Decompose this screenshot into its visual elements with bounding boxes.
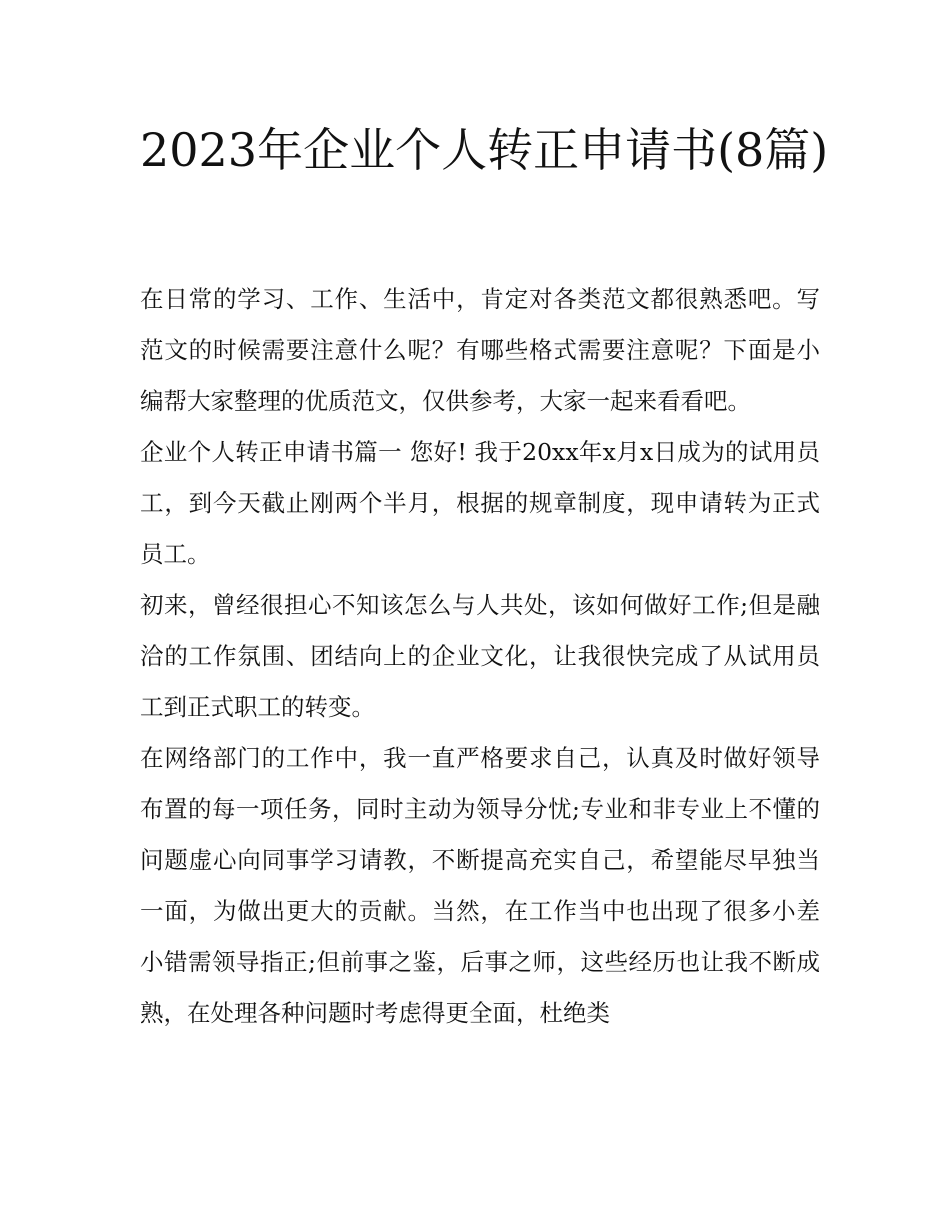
paragraph-intro: 在日常的学习、工作、生活中，肯定对各类范文都很熟悉吧。写范文的时候需要注意什么呢？有哪些格式需要注意呢？下面是小编帮大家整理的优质范文，仅供参考，大家一起来看看吧。 (140, 285, 820, 415)
paragraph-work-experience: 在网络部门的工作中，我一直严格要求自己，认真及时做好领导布置的每一项任务，同时主动为领导分忧;专业和非专业上不懂的问题虚心向同事学习请教，不断提高充实自己，希望能尽早独当一面，为做出更大的贡献。当然，在工作当中也出现了很多小差小错需领导指正;但前事之鉴，后事之师，这些经历也让我不断成熟，在处理各种问题时考虑得更全面，杜绝类 (140, 744, 820, 1027)
document-title: 2023年企业个人转正申请书(8篇) (140, 123, 829, 177)
paragraph-adaptation: 初来，曾经很担心不知该怎么与人共处，该如何做好工作;但是融洽的工作氛围、团结向上的企业文化，让我很快完成了从试用员工到正式职工的转变。 (140, 591, 820, 721)
document-body (140, 274, 820, 1039)
paragraph-application: 企业个人转正申请书篇一 您好! 我于20xx年x月x日成为的试用员工，到今天截止刚两个半月，根据的规章制度，现申请转为正式员工。 (140, 438, 820, 568)
